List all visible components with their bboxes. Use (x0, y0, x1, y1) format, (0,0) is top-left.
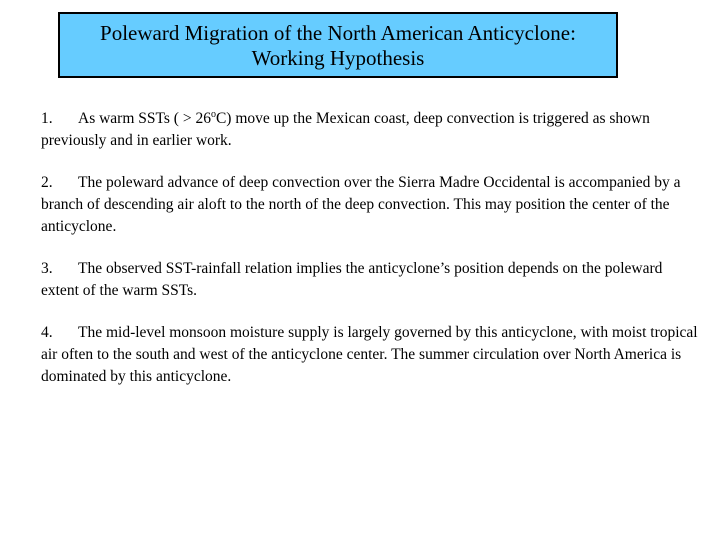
item-text: The poleward advance of deep convection over the Sierra Madre Occidental is accompanied by a branch of descending air aloft to the north of the deep convection. This may position the center of the anticyclone. (41, 174, 681, 235)
item-number: 3. (41, 260, 53, 277)
item-text-start: As warm SSTs ( > 26 (78, 110, 211, 127)
slide-title-box (58, 12, 618, 78)
item-text-end: C) move up the Mexican coast, deep convection is triggered as shown previously and in earlier work. (41, 110, 650, 149)
item-text: The observed SST-rainfall relation implies the anticyclone’s position depends on the poleward extent of the warm SSTs. (41, 260, 663, 299)
hypothesis-item-4 (41, 322, 701, 388)
hypothesis-item-3 (41, 258, 701, 302)
hypothesis-item-1 (41, 108, 701, 152)
slide-title-line-2: Working Hypothesis (251, 46, 425, 70)
item-text: The mid-level monsoon moisture supply is largely governed by this anticyclone, with moist tropical air often to the south and west of the anticyclone center. The summer circulation over North America is dominated by this anticyclone. (41, 324, 698, 385)
slide-title-line-1: Poleward Migration of the North American Anticyclone: (100, 21, 576, 45)
hypothesis-list (41, 108, 701, 408)
hypothesis-item-2 (41, 172, 701, 238)
degree-superscript: o (210, 108, 216, 120)
item-number: 1. (41, 110, 53, 127)
item-number: 4. (41, 324, 53, 341)
item-number: 2. (41, 174, 53, 191)
